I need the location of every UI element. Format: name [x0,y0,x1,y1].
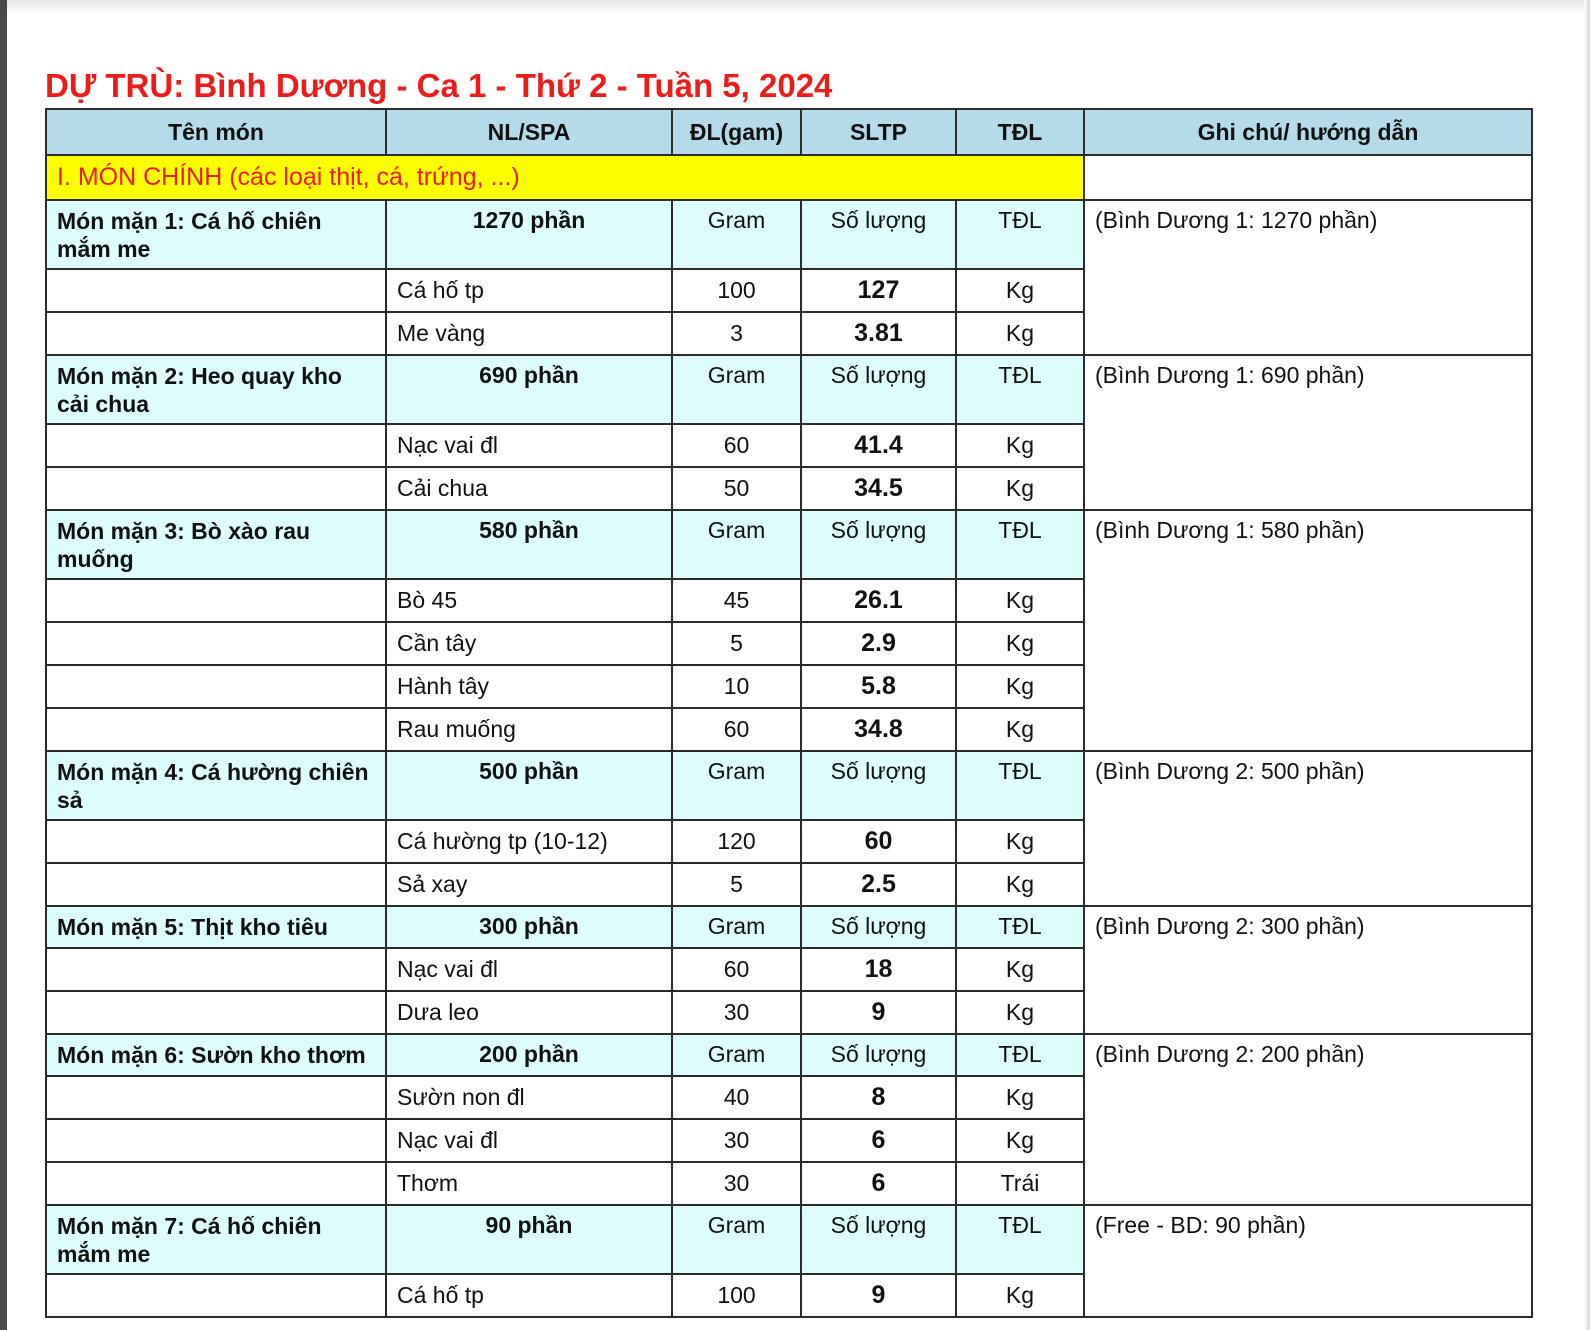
dish-unit-label: TĐL [956,906,1084,948]
dish-unit-label: TĐL [956,200,1084,269]
col-header-dish: Tên món [46,109,386,155]
dish-name: Món mặn 1: Cá hố chiên mắm me [46,200,386,269]
dish-unit-label: TĐL [956,355,1084,424]
ingredient-quantity: 6 [801,1119,956,1162]
dish-note: (Bình Dương 1: 1270 phần) [1084,200,1532,355]
ingredient-empty-cell [46,1162,386,1205]
ingredient-name: Thơm [386,1162,672,1205]
ingredient-quantity: 3.81 [801,312,956,355]
dish-qty-label: Số lượng [801,200,956,269]
dish-qty-label: Số lượng [801,751,956,820]
ingredient-grams: 3 [672,312,801,355]
ingredient-quantity: 6 [801,1162,956,1205]
ingredient-empty-cell [46,665,386,708]
ingredient-quantity: 9 [801,1274,956,1317]
dish-unit-label: TĐL [956,1205,1084,1274]
col-header-note: Ghi chú/ hướng dẫn [1084,109,1532,155]
ingredient-empty-cell [46,269,386,312]
dish-row [46,1205,1532,1274]
dish-grams-label: Gram [672,355,801,424]
ingredient-empty-cell [46,1076,386,1119]
ingredient-grams: 120 [672,820,801,863]
ingredient-empty-cell [46,948,386,991]
dish-qty-label: Số lượng [801,510,956,579]
dish-portions: 500 phần [386,751,672,820]
dish-grams-label: Gram [672,906,801,948]
ingredient-grams: 50 [672,467,801,510]
dish-row [46,751,1532,820]
ingredient-unit: Kg [956,269,1084,312]
ingredient-name: Nạc vai đl [386,1119,672,1162]
ingredient-quantity: 2.9 [801,622,956,665]
ingredient-grams: 100 [672,1274,801,1317]
ingredient-name: Cá hường tp (10-12) [386,820,672,863]
dish-qty-label: Số lượng [801,906,956,948]
section-label: I. MÓN CHÍNH (các loại thịt, cá, trứng, ...) [46,155,1084,200]
ingredient-grams: 60 [672,948,801,991]
ingredient-unit: Kg [956,948,1084,991]
ingredient-empty-cell [46,1119,386,1162]
ingredient-quantity: 5.8 [801,665,956,708]
ingredient-name: Dưa leo [386,991,672,1034]
ingredient-unit: Kg [956,820,1084,863]
ingredient-name: Me vàng [386,312,672,355]
ingredient-grams: 60 [672,708,801,751]
ingredient-quantity: 26.1 [801,579,956,622]
ingredient-unit: Kg [956,863,1084,906]
ingredient-name: Sườn non đl [386,1076,672,1119]
dish-portions: 690 phần [386,355,672,424]
dish-grams-label: Gram [672,1034,801,1076]
dish-note: (Bình Dương 2: 300 phần) [1084,906,1532,1034]
dish-row [46,355,1532,424]
dish-grams-label: Gram [672,751,801,820]
ingredient-quantity: 18 [801,948,956,991]
ingredient-unit: Kg [956,467,1084,510]
ingredient-name: Hành tây [386,665,672,708]
dish-row [46,1034,1532,1076]
menu-table [45,108,1533,1318]
ingredient-empty-cell [46,424,386,467]
dish-row [46,200,1532,269]
page-top-shadow [7,0,1590,14]
dish-name: Món mặn 5: Thịt kho tiêu [46,906,386,948]
dish-note: (Bình Dương 2: 200 phần) [1084,1034,1532,1205]
ingredient-unit: Kg [956,312,1084,355]
ingredient-unit: Trái [956,1162,1084,1205]
ingredient-grams: 60 [672,424,801,467]
ingredient-name: Cải chua [386,467,672,510]
dish-portions: 580 phần [386,510,672,579]
col-header-unit: TĐL [956,109,1084,155]
ingredient-unit: Kg [956,622,1084,665]
dish-portions: 200 phần [386,1034,672,1076]
ingredient-name: Bò 45 [386,579,672,622]
dish-grams-label: Gram [672,200,801,269]
ingredient-grams: 30 [672,1162,801,1205]
ingredient-grams: 100 [672,269,801,312]
dish-name: Món mặn 3: Bò xào rau muống [46,510,386,579]
ingredient-quantity: 34.8 [801,708,956,751]
dish-note: (Bình Dương 2: 500 phần) [1084,751,1532,906]
ingredient-name: Sả xay [386,863,672,906]
ingredient-unit: Kg [956,708,1084,751]
dish-unit-label: TĐL [956,1034,1084,1076]
ingredient-grams: 45 [672,579,801,622]
ingredient-unit: Kg [956,424,1084,467]
ingredient-quantity: 34.5 [801,467,956,510]
dish-grams-label: Gram [672,510,801,579]
dish-name: Món mặn 4: Cá hường chiên sả [46,751,386,820]
ingredient-empty-cell [46,708,386,751]
dish-grams-label: Gram [672,1205,801,1274]
ingredient-grams: 5 [672,622,801,665]
col-header-ingredient: NL/SPA [386,109,672,155]
ingredient-quantity: 41.4 [801,424,956,467]
ingredient-empty-cell [46,863,386,906]
table-header-row [46,109,1532,155]
ingredient-quantity: 2.5 [801,863,956,906]
ingredient-name: Nạc vai đl [386,948,672,991]
dish-name: Món mặn 7: Cá hố chiên mắm me [46,1205,386,1274]
window-left-edge [0,0,7,1330]
ingredient-name: Cần tây [386,622,672,665]
menu-table-body [46,155,1532,1317]
ingredient-name: Rau muống [386,708,672,751]
ingredient-empty-cell [46,579,386,622]
ingredient-quantity: 9 [801,991,956,1034]
dish-unit-label: TĐL [956,751,1084,820]
ingredient-unit: Kg [956,1274,1084,1317]
col-header-grams: ĐL(gam) [672,109,801,155]
ingredient-empty-cell [46,622,386,665]
dish-unit-label: TĐL [956,510,1084,579]
ingredient-empty-cell [46,1274,386,1317]
dish-note: (Bình Dương 1: 690 phần) [1084,355,1532,510]
ingredient-grams: 40 [672,1076,801,1119]
ingredient-name: Nạc vai đl [386,424,672,467]
ingredient-unit: Kg [956,579,1084,622]
dish-row [46,510,1532,579]
dish-name: Món mặn 2: Heo quay kho cải chua [46,355,386,424]
ingredient-empty-cell [46,467,386,510]
dish-name: Món mặn 6: Sườn kho thơm [46,1034,386,1076]
page-title: DỰ TRÙ: Bình Dương - Ca 1 - Thứ 2 - Tuần 5, 2024 [45,67,833,104]
ingredient-unit: Kg [956,1076,1084,1119]
ingredient-unit: Kg [956,1119,1084,1162]
ingredient-grams: 30 [672,1119,801,1162]
dish-portions: 90 phần [386,1205,672,1274]
ingredient-quantity: 60 [801,820,956,863]
dish-row [46,906,1532,948]
ingredient-quantity: 8 [801,1076,956,1119]
ingredient-unit: Kg [956,665,1084,708]
ingredient-empty-cell [46,820,386,863]
dish-qty-label: Số lượng [801,355,956,424]
ingredient-name: Cá hố tp [386,269,672,312]
ingredient-empty-cell [46,991,386,1034]
section-note [1084,155,1532,200]
section-row [46,155,1532,200]
ingredient-quantity: 127 [801,269,956,312]
dish-note: (Free - BD: 90 phần) [1084,1205,1532,1317]
ingredient-empty-cell [46,312,386,355]
dish-note: (Bình Dương 1: 580 phần) [1084,510,1532,751]
dish-qty-label: Số lượng [801,1034,956,1076]
ingredient-grams: 5 [672,863,801,906]
dish-qty-label: Số lượng [801,1205,956,1274]
ingredient-name: Cá hố tp [386,1274,672,1317]
page-right-shadow [1584,0,1590,1330]
ingredient-grams: 10 [672,665,801,708]
ingredient-grams: 30 [672,991,801,1034]
dish-portions: 1270 phần [386,200,672,269]
ingredient-unit: Kg [956,991,1084,1034]
col-header-quantity: SLTP [801,109,956,155]
dish-portions: 300 phần [386,906,672,948]
document-sheet [45,64,1555,1318]
